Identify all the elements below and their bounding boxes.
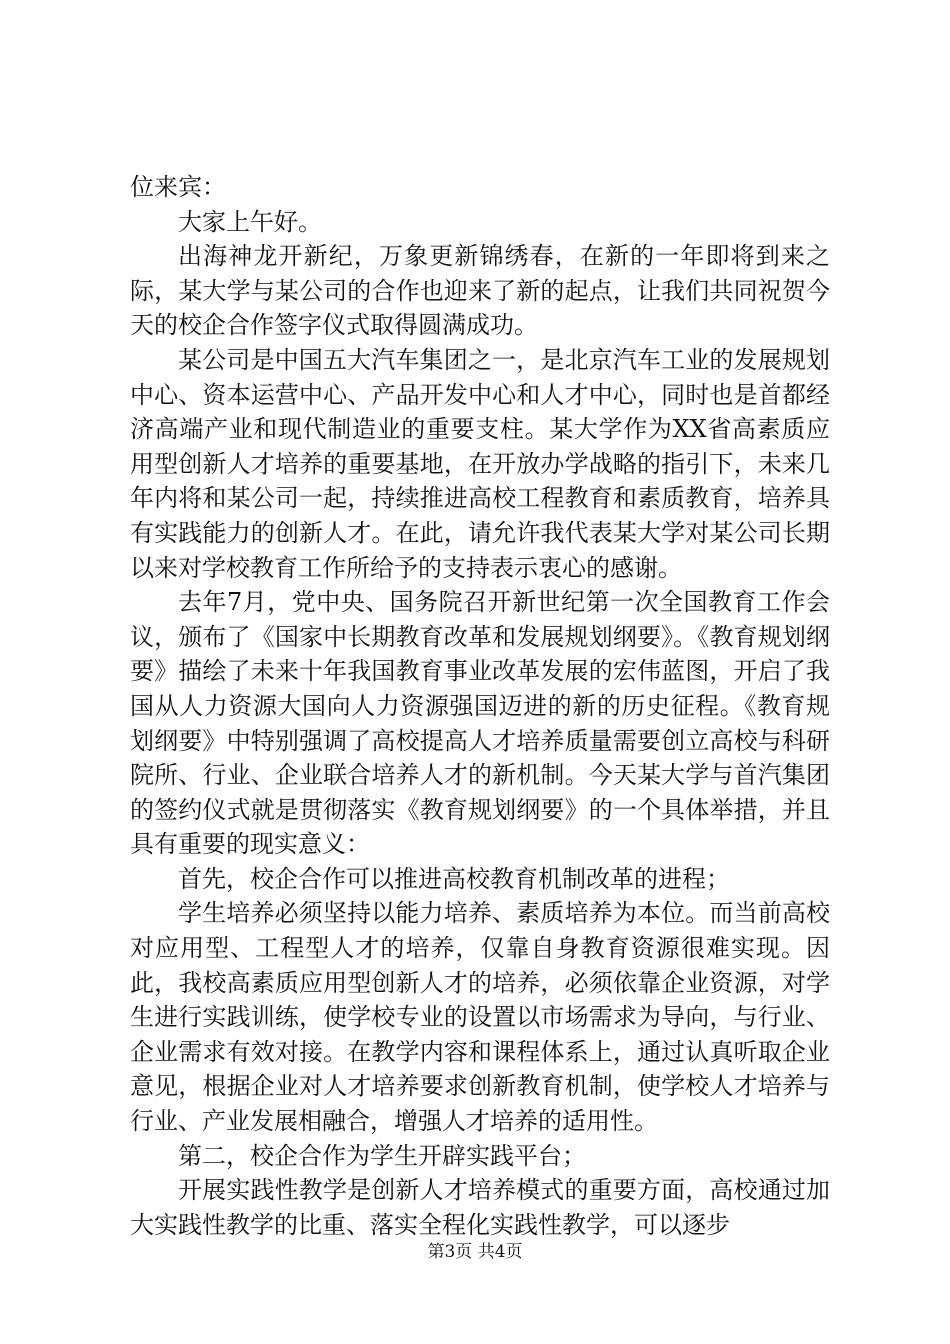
paragraph-practice-teaching: 开展实践性教学是创新人才培养模式的重要方面，高校通过加大实践性教学的比重、落实全程化实践性教学，可以逐步 <box>130 1176 830 1239</box>
paragraph-point-second: 第二，校企合作为学生开辟实践平台； <box>178 1141 586 1170</box>
paragraph-opening: 出海神龙开新纪，万象更新锦绣春，在新的一年即将到来之际，某大学与某公司的合作也迎来了新的起点，让我们共同祝贺今天的校企合作签字仪式取得圆满成功。 <box>130 242 830 340</box>
paragraph-greeting: 大家上午好。 <box>178 207 322 236</box>
paragraph-company-intro: 某公司是中国五大汽车集团之一，是北京汽车工业的发展规划中心、资本运营中心、产品开发中心和人才中心，同时也是首都经济高端产业和现代制造业的重要支柱。某大学作为XX省高素质应用型创新人才培养的重要基地，在开放办学战略的指引下，未来几年内将和某公司一起，持续推进高校工程教育和素质教育，培养具有实践能力的创新人才。在此，请允许我代表某大学对某公司长期以来对学校教育工作所给予的支持表示衷心的感谢。 <box>130 345 830 582</box>
paragraph-student-training: 学生培养必须坚持以能力培养、素质培养为本位。而当前高校对应用型、工程型人才的培养，仅靠自身教育资源很难实现。因此，我校高素质应用型创新人才的培养，必须依靠企业资源，对学生进行实践训练，使学校专业的设置以市场需求为导向，与行业、企业需求有效对接。在教学内容和课程体系上，通过认真听取企业意见，根据企业对人才培养要求创新教育机制，使学校人才培养与行业、产业发展相融合，增强人才培养的适用性。 <box>130 899 830 1136</box>
salutation-line: 位来宾： <box>130 173 226 201</box>
paragraph-point-first: 首先，校企合作可以推进高校教育机制改革的进程； <box>178 864 730 893</box>
document-body <box>130 170 830 1242</box>
paragraph-education-plan: 去年7月，党中央、国务院召开新世纪第一次全国教育工作会议，颁布了《国家中长期教育改革和发展规划纲要》。《教育规划纲要》描绘了未来十年我国教育事业改革发展的宏伟蓝图，开启了我国从人力资源大国向人力资源强国迈进的新的历史征程。《教育规划纲要》中特别强调了高校提高人才培养质量需要创立高校与科研院所、行业、企业联合培养人才的新机制。今天某大学与首汽集团的签约仪式就是贯彻落实《教育规划纲要》的一个具体举措，并且具有重要的现实意义： <box>130 588 830 859</box>
page-number-footer: 第3页 共4页 <box>427 1242 523 1262</box>
